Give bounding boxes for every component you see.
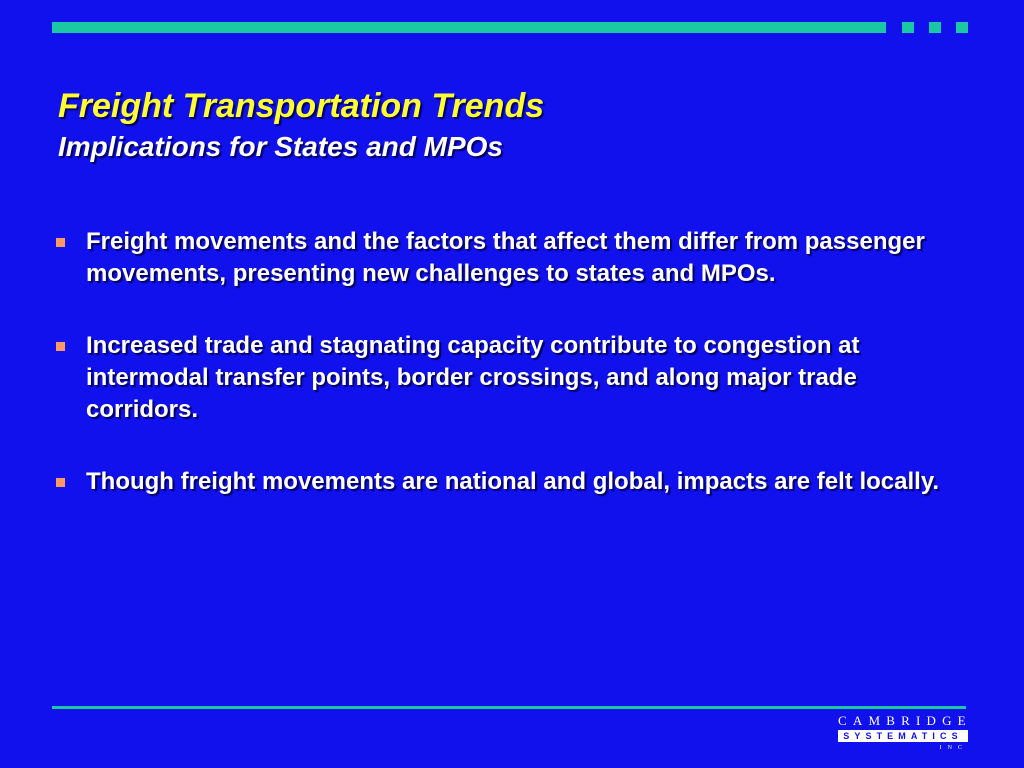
bullet-square-icon bbox=[56, 342, 65, 351]
bullet-text: Increased trade and stagnating capacity contribute to congestion at intermodal transfer points, border crossings, and along major trade corridors. bbox=[86, 332, 860, 423]
slide-subtitle: Implications for States and MPOs bbox=[58, 131, 503, 162]
bullet-item bbox=[52, 330, 962, 426]
bullet-square-icon bbox=[56, 238, 65, 247]
cambridge-systematics-logo bbox=[838, 713, 972, 760]
logo-line-systematics: SYSTEMATICS bbox=[838, 730, 968, 742]
top-accent-square-1 bbox=[902, 22, 914, 33]
top-accent-square-3 bbox=[956, 22, 968, 33]
top-accent-square-2 bbox=[929, 22, 941, 33]
logo-line-inc: INC bbox=[939, 745, 968, 751]
bottom-divider-line bbox=[52, 706, 966, 709]
slide-title: Freight Transportation Trends bbox=[58, 87, 545, 125]
bullet-list bbox=[52, 226, 962, 538]
bullet-item bbox=[52, 226, 962, 290]
top-accent-bar bbox=[52, 22, 886, 33]
bullet-text: Though freight movements are national and global, impacts are felt locally. bbox=[86, 468, 940, 495]
bullet-square-icon bbox=[56, 478, 65, 487]
logo-line-cambridge: CAMBRIDGE bbox=[838, 713, 972, 728]
bullet-text: Freight movements and the factors that affect them differ from passenger movements, presenting new challenges to states and MPOs. bbox=[86, 228, 925, 287]
bullet-item bbox=[52, 466, 962, 498]
